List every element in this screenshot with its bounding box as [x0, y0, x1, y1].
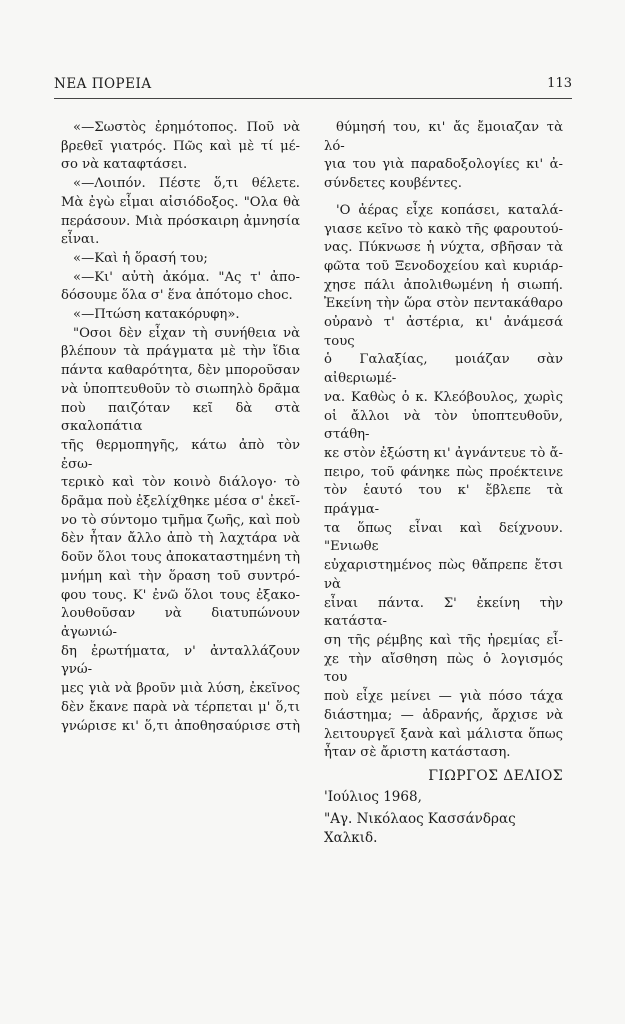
text-line: οἱ ἄλλοι νὰ τὸν ὑποπτευθοῦν, στάθη- — [324, 408, 563, 443]
text-line: «—Καὶ ἡ ὅρασή του; — [73, 250, 208, 266]
text-line: νας. Πύκνωσε ἡ νύχτα, σβῆσαν τὰ — [324, 240, 563, 256]
author-signature: ΓΙΩΡΓΟΣ ΔΕΛΙΟΣ — [428, 767, 563, 784]
text-line: «—Λοιπόν. Πέστε ὅ,τι θέλετε. — [73, 176, 300, 192]
text-line: γνώρισε κι' ὅ,τι ἀποθησαύρισε στὴ — [61, 718, 300, 734]
page-number: 113 — [547, 76, 572, 91]
text-line: δόσουμε ὅλα σ' ἕνα ἀπότομο choc. — [61, 288, 293, 304]
text-line: ποὺ εἶχε μείνει — γιὰ πόσο τάχα — [324, 689, 563, 705]
text-line: Ἐκείνη τὴν ὥρα στὸν πεντακάθαρο — [324, 296, 563, 312]
text-line: φου τους. Κ' ἐνῶ ὅλοι τους ἐξακο- — [61, 587, 300, 603]
right-column — [324, 119, 563, 848]
text-line: μες γιὰ νὰ βροῦν μιὰ λύση, ἐκεῖνος — [61, 681, 300, 697]
text-line: θύμησή του, κι' ἄς ἔμοιαζαν τὰ λό- — [324, 120, 563, 154]
text-line: τὸν ἑαυτό του κ' ἔβλεπε τὰ πράγμα- — [324, 483, 563, 518]
paragraph — [61, 325, 300, 736]
text-line: «—Σωστὸς ἐρημότοπος. Ποῦ νὰ — [73, 120, 300, 135]
right-column-text — [324, 119, 563, 763]
text-line: για του γιὰ παραδοξολογίες κι' ἀ- — [324, 157, 563, 173]
text-line: "Οσοι δὲν εἶχαν τὴ συνήθεια νὰ — [73, 325, 300, 341]
left-column — [61, 119, 300, 736]
text-line: δὲν ἔκανε παρὰ νὰ τέρπεται μ' ὅ,τι — [61, 699, 300, 715]
text-line: τῆς θερμοπηγῆς, κάτω ἀπὸ τὸν ἐσω- — [61, 437, 300, 472]
page-header — [54, 76, 572, 96]
text-line: βρεθεῖ γιατρός. Πῶς καὶ μὲ τί μέ- — [61, 138, 300, 154]
text-line: σύνδετες κουβέντες. — [324, 176, 462, 192]
text-line: γιασε κεῖνο τὸ κακὸ τῆς φαρουτού- — [324, 221, 563, 237]
running-head: ΝΕΑ ΠΟΡΕΙΑ — [54, 76, 152, 92]
text-line: δοῦν ὅλοι τους ἀποκαταστημένη τὴ — [61, 550, 300, 566]
text-line: να. Καθὼς ὁ κ. Κλεόβουλος, χωρὶς — [324, 389, 563, 405]
text-line: «—Κι' αὐτὴ ἀκόμα. "Ας τ' ἀπο- — [73, 269, 300, 285]
text-line: ποὺ παιζόταν κεῖ δὰ στὰ σκαλοπάτια — [61, 400, 300, 435]
text-line: εἶναι. — [61, 232, 100, 248]
text-line: σο νὰ καταφτάσει. — [61, 157, 188, 173]
text-line: λειτουργεῖ ξανὰ καὶ μάλιστα ὅπως — [324, 726, 563, 742]
text-line: φῶτα τοῦ Ξενοδοχείου καὶ κυριάρ- — [324, 258, 563, 274]
paragraph — [61, 175, 300, 250]
text-line: χησε πάλι ἀπολιθωμένη ἡ σιωπή. — [324, 277, 563, 293]
text-line: λουθοῦσαν νὰ διατυπώνουν ἀγωνιώ- — [61, 606, 300, 640]
text-line: ἦταν σὲ ἄριστη κατάσταση. — [324, 745, 511, 761]
text-line: δὲν ἦταν ἄλλο ἀπὸ τὴ λαχτάρα νὰ — [61, 531, 300, 547]
text-line: «—Πτώση κατακόρυφη». — [73, 307, 240, 323]
text-line: δρᾶμα ποὺ ἐξελίχθηκε μέσα σ' ἐκεῖ- — [61, 494, 300, 510]
text-line: περάσουν. Μιὰ πρόσκαιρη ἀμνησία — [61, 213, 300, 229]
text-line: εὐχαριστημένος πὼς θἄπρεπε ἔτσι νὰ — [324, 558, 563, 592]
text-line: δη ἐρωτήματα, ν' ἀνταλλάζουν γνώ- — [61, 643, 300, 678]
dateline: 'Ιούλιος 1968, — [324, 788, 422, 805]
text-line: εἶναι πάντα. Σ' ἐκείνη τὴν κατάστα- — [324, 595, 563, 630]
text-line: μνήμη καὶ τὴν ὅραση τοῦ συντρό- — [61, 568, 300, 584]
place-line: "Αγ. Νικόλαος Κασσάνδρας Χαλκιδ. — [324, 811, 516, 847]
text-line: πάντα καθαρότητα, δὲν μποροῦσαν — [61, 363, 300, 379]
paragraph — [61, 306, 300, 325]
paragraph — [324, 202, 563, 763]
paragraph — [61, 269, 300, 306]
text-line: πειρο, τοῦ φάνηκε πὼς προέκτεινε — [324, 464, 563, 480]
text-line: νο τὸ σύντομο τμῆμα ζωῆς, καὶ ποὺ — [61, 512, 300, 528]
header-rule — [54, 98, 572, 99]
text-line: ση τῆς ρέμβης καὶ τῆς ἠρεμίας εἶ- — [324, 632, 563, 648]
paragraph — [61, 250, 300, 269]
text-line: νὰ ὑποπτευθοῦν τὸ σιωπηλὸ δρᾶμα — [61, 381, 300, 397]
text-line: ὁ Γαλαξίας, μοιάζαν σὰν αἰθεριωμέ- — [324, 352, 563, 387]
paragraph — [61, 119, 300, 175]
paragraph — [324, 119, 563, 194]
text-line: βλέπουν τὰ πράγματα μὲ τὴν ἴδια — [61, 344, 300, 360]
text-line: χε τὴν αἴσθηση πὼς ὁ λογισμός του — [324, 651, 563, 686]
text-line: 'Ο ἀέρας εἶχε κοπάσει, καταλά- — [336, 202, 563, 218]
text-line: Μὰ ἐγὼ εἶμαι αἰσιόδοξος. "Ολα θὰ — [61, 194, 300, 210]
text-line: οὐρανὸ τ' ἀστέρια, κι' ἀνάμεσά τους — [324, 315, 563, 349]
text-line: τερικὸ καὶ τὸν κοινὸ διάλογο· τὸ — [61, 475, 300, 491]
text-line: τα ὅπως εἶναι καὶ δείχνουν. "Ενιωθε — [324, 520, 563, 555]
text-line: διάστημα; — ἀδρανής, ἄρχισε νὰ — [324, 707, 563, 723]
text-line: κε στὸν ἐξώστη κι' ἀγνάντευε τὸ ἄ- — [324, 445, 563, 461]
